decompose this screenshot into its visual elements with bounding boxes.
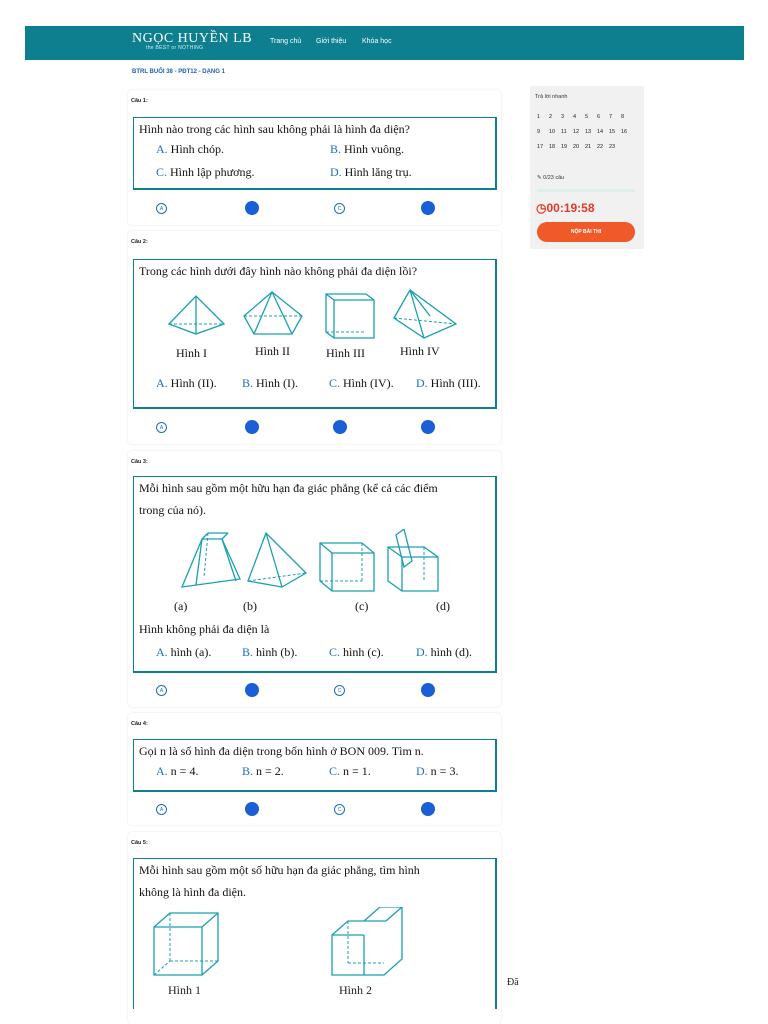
option-text: hình (b). [256,645,298,659]
answer-radio-c[interactable]: C [334,203,345,214]
option-letter: A. [156,645,168,659]
option-a [156,645,211,660]
option-letter: A. [156,764,168,778]
figure-caption: (a) [174,599,188,613]
option-text: hình (d). [430,645,472,659]
answer-row [128,201,501,221]
figure-caption: (c) [355,599,369,613]
question-text: Gọi n là số hình đa diện trong bốn hình ở BON 009. Tìm n. [139,744,424,758]
option-letter: C. [329,645,341,659]
question-number-link[interactable]: 6 [597,114,601,120]
figure-caption: Hình III [326,346,365,360]
option-b [242,764,284,779]
answer-row [128,683,501,703]
question-number-link[interactable]: 4 [573,114,577,120]
option-a [156,142,224,157]
option-letter: C. [156,165,168,179]
answer-radio-c[interactable] [333,420,347,434]
progress-bar [537,189,635,192]
question-label: Câu 3: [131,459,148,465]
question-number-link[interactable]: 5 [585,114,589,120]
question-number-grid [537,110,642,155]
answer-radio-c[interactable]: C [334,804,345,815]
pencil-icon: ✎ [537,175,542,181]
option-text: hình (a). [170,645,212,659]
figure-caption: Hình I [176,346,207,360]
option-letter: A. [156,142,168,156]
nav-courses-link[interactable]: Khóa học [362,38,392,45]
figure-caption: (d) [436,599,450,613]
option-c [329,376,394,391]
question-number-link[interactable]: 9 [537,129,541,135]
question-label: Câu 4: [131,721,148,727]
option-text: Hình (IV). [343,376,394,390]
answer-radio-d[interactable] [421,802,435,816]
question-number-link[interactable]: 14 [597,129,604,135]
answer-radio-b[interactable] [245,683,259,697]
question-image [133,117,497,190]
question-image [133,476,497,673]
question-number-link[interactable]: 17 [537,144,544,150]
option-letter: B. [242,764,254,778]
option-a [156,764,198,779]
answer-row [128,802,501,822]
option-text: Hình (III). [430,376,481,390]
submit-exam-button[interactable]: NỘP BÀI THI [537,222,635,242]
answered-count-text: 0/23 câu [543,175,565,181]
figure-caption: Hình 1 [168,983,201,997]
figure-caption: (b) [243,599,257,613]
question-image [133,739,497,792]
question-number-link[interactable]: 10 [549,129,556,135]
question-image [133,259,497,409]
question-card-1 [128,90,501,225]
polyhedra-figures [134,907,495,983]
question-number-link[interactable]: 22 [597,144,604,150]
question-number-link[interactable]: 13 [585,129,592,135]
option-c [329,764,371,779]
question-number-link[interactable]: 1 [537,114,541,120]
option-text: n = 4. [170,764,199,778]
option-text: hình (c). [343,645,384,659]
question-text: trong của nó). [139,503,206,517]
question-number-link[interactable]: 11 [561,129,567,135]
option-text: Hình lập phương. [170,165,255,179]
option-letter: C. [329,764,341,778]
question-number-link[interactable]: 15 [609,129,616,135]
answer-radio-c[interactable]: C [334,685,345,696]
option-letter: D. [416,645,428,659]
question-text: Trong các hình dưới đây hình nào không phải đa diện lồi? [139,264,418,278]
question-number-link[interactable]: 18 [549,144,556,150]
answer-radio-a[interactable]: A [156,422,167,433]
question-card-3 [128,451,501,707]
top-navbar [25,26,744,60]
question-number-link[interactable]: 19 [561,144,568,150]
option-letter: B. [242,645,254,659]
answer-radio-a[interactable]: A [156,203,167,214]
nav-home-link[interactable]: Trang chủ [270,38,302,45]
answer-radio-a[interactable]: A [156,685,167,696]
question-text: Mỗi hình sau gồm một hữu hạn đa giác phẳng (kể cả các điểm [139,481,438,495]
answer-radio-d[interactable] [421,683,435,697]
polyhedra-figures [134,286,495,344]
nav-about-link[interactable]: Giới thiệu [316,38,347,45]
option-d [416,376,481,391]
breadcrumb[interactable]: BTRL BUỔI 38 - PĐT12 - DẠNG 1 [132,69,225,75]
question-number-link[interactable]: 8 [621,114,625,120]
option-letter: A. [156,376,168,390]
option-c [156,165,255,180]
question-label: Câu 1: [131,98,148,104]
question-label: Câu 2: [131,239,148,245]
panel-title: Trả lời nhanh [535,94,568,100]
answer-radio-b[interactable] [245,420,259,434]
answer-radio-b[interactable] [245,802,259,816]
site-logo[interactable]: NGỌC HUYỀN LB [132,31,253,46]
option-letter: D. [416,764,428,778]
question-number-link[interactable]: 23 [609,144,616,150]
question-card-4 [128,713,501,825]
option-text: n = 3. [430,764,459,778]
figure-caption: Hình IV [400,344,440,358]
question-card-5 [128,832,501,1024]
answer-row [128,420,501,440]
option-text: Hình (II). [170,376,217,390]
logo-tagline: the BEST or NOTHING [146,45,204,51]
option-text: n = 1. [343,764,371,778]
option-text: n = 2. [256,764,284,778]
answer-radio-a[interactable]: A [156,804,167,815]
option-d [330,165,412,180]
question-number-link[interactable]: 3 [561,114,565,120]
option-letter: B. [330,142,342,156]
question-number-link[interactable]: 21 [585,144,592,150]
question-text: Mỗi hình sau gồm một số hữu hạn đa giác phẳng, tìm hình [139,863,420,877]
answer-radio-b[interactable] [245,201,259,215]
figure-caption: Hình 2 [339,983,372,997]
answer-radio-d[interactable] [421,420,435,434]
option-text: Hình (I). [256,376,299,390]
answer-radio-d[interactable] [421,201,435,215]
option-letter: D. [330,165,342,179]
question-number-link[interactable]: 20 [573,144,580,150]
question-card-2 [128,231,501,444]
polyhedra-figures [134,529,495,595]
clock-icon: ◷ [536,201,547,215]
question-label: Câu 5: [131,840,148,846]
figure-caption: Hình II [255,344,290,358]
question-number-link[interactable]: 16 [621,129,628,135]
question-text: Hình nào trong các hình sau không phải là hình đa diện? [139,122,410,136]
option-text: Hình vuông. [344,142,405,156]
timer-text: 00:19:58 [546,201,595,215]
option-d [416,645,472,660]
question-number-link[interactable]: 7 [609,114,613,120]
option-b [330,142,404,157]
question-text: không là hình đa diện. [139,885,246,899]
question-prompt: Hình không phải đa diện là [139,622,270,636]
option-text: Hình chóp. [170,142,224,156]
option-text: Hình lăng trụ. [344,165,412,179]
option-b [242,376,298,391]
option-letter: C. [329,376,341,390]
quick-answer-panel [530,86,644,249]
option-c [329,645,384,660]
countdown-timer [536,201,595,215]
option-letter: D. [416,376,428,390]
option-b [242,645,297,660]
answered-count [537,175,564,181]
question-number-link[interactable]: 12 [573,129,580,135]
option-letter: B. [242,376,254,390]
option-d [416,764,458,779]
question-number-link[interactable]: 2 [549,114,553,120]
option-a [156,376,217,391]
footer-text: Đã [507,977,519,988]
